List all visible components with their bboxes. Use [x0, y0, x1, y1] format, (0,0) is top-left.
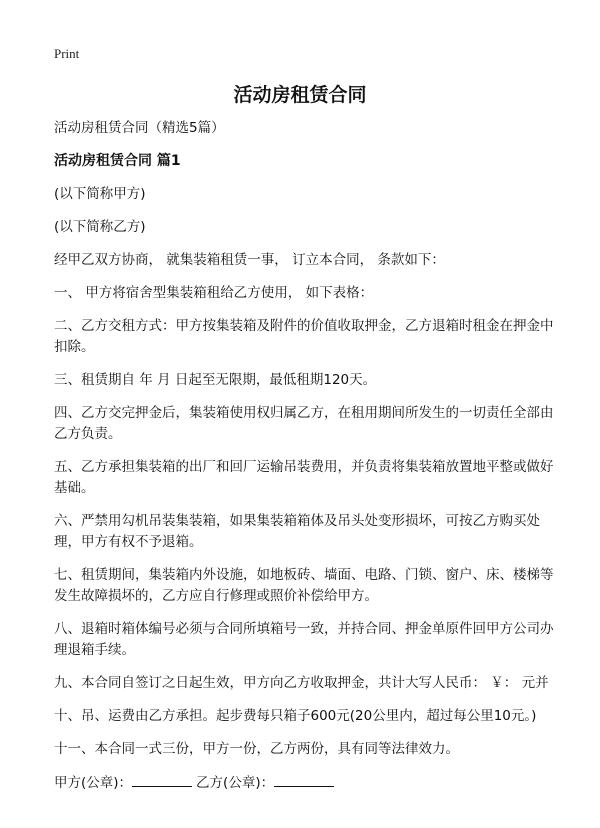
document-body	[54, 118, 554, 806]
clause-10: 十、吊、运费由乙方承担。起步费每只箱子600元(20公里内，超过每公里10元。)	[54, 708, 537, 724]
clause-3: 三、租赁期自 年 月 日起至无限期，最低租期120天。	[54, 372, 377, 388]
clause-2: 二、乙方交租方式：甲方按集装箱及附件的价值收取押金，乙方退箱时租金在押金中扣除。	[54, 318, 554, 355]
clause-7: 七、租赁期间，集装箱内外设施，如地板砖、墙面、电路、门锁、窗户、床、楼梯等发生故障损坏的，乙方应自行修理或照价补偿给甲方。	[54, 567, 554, 604]
party-a-signature-label: 甲方(公章)：	[54, 775, 133, 791]
clause-8: 八、退箱时箱体编号必须与合同所填箱号一致，并持合同、押金单原件回甲方公司办理退箱手续。	[54, 621, 554, 658]
section-heading: 活动房租赁合同 篇1	[54, 153, 181, 169]
preamble: 经甲乙双方协商， 就集装箱租赁一事， 订立本合同， 条款如下：	[54, 252, 445, 268]
signature-line	[54, 772, 554, 794]
clause-6: 六、严禁用勾机吊装集装箱，如果集装箱箱体及吊头处变形损坏，可按乙方购买处理，甲方有权不予退箱。	[54, 513, 540, 550]
party-a-note: (以下简称甲方)	[54, 186, 146, 202]
print-link[interactable]: Print	[54, 46, 80, 61]
clause-5: 五、乙方承担集装箱的出厂和回厂运输吊装费用，并负责将集装箱放置地平整或做好基础。	[54, 459, 554, 496]
clause-1: 一、 甲方将宿舍型集装箱租给乙方使用， 如下表格：	[54, 285, 374, 301]
party-b-note: (以下简称乙方)	[54, 219, 146, 235]
party-a-signature-blank	[132, 772, 192, 787]
clause-11: 十一、本合同一式三份，甲方一份，乙方两份，具有同等法律效力。	[54, 741, 459, 757]
clause-9: 九、本合同自签订之日起生效，甲方向乙方收取押金，共计大写人民币： ￥： 元并	[54, 675, 549, 691]
clause-4: 四、乙方交完押金后，集装箱使用权归属乙方，在租用期间所发生的一切责任全部由乙方负责。	[54, 405, 554, 442]
party-b-signature-blank	[274, 772, 334, 787]
party-b-signature-label: 乙方(公章)：	[196, 775, 275, 791]
document-intro: 活动房租赁合同（精选5篇）	[54, 120, 225, 136]
document-title: 活动房租赁合同	[233, 84, 367, 106]
